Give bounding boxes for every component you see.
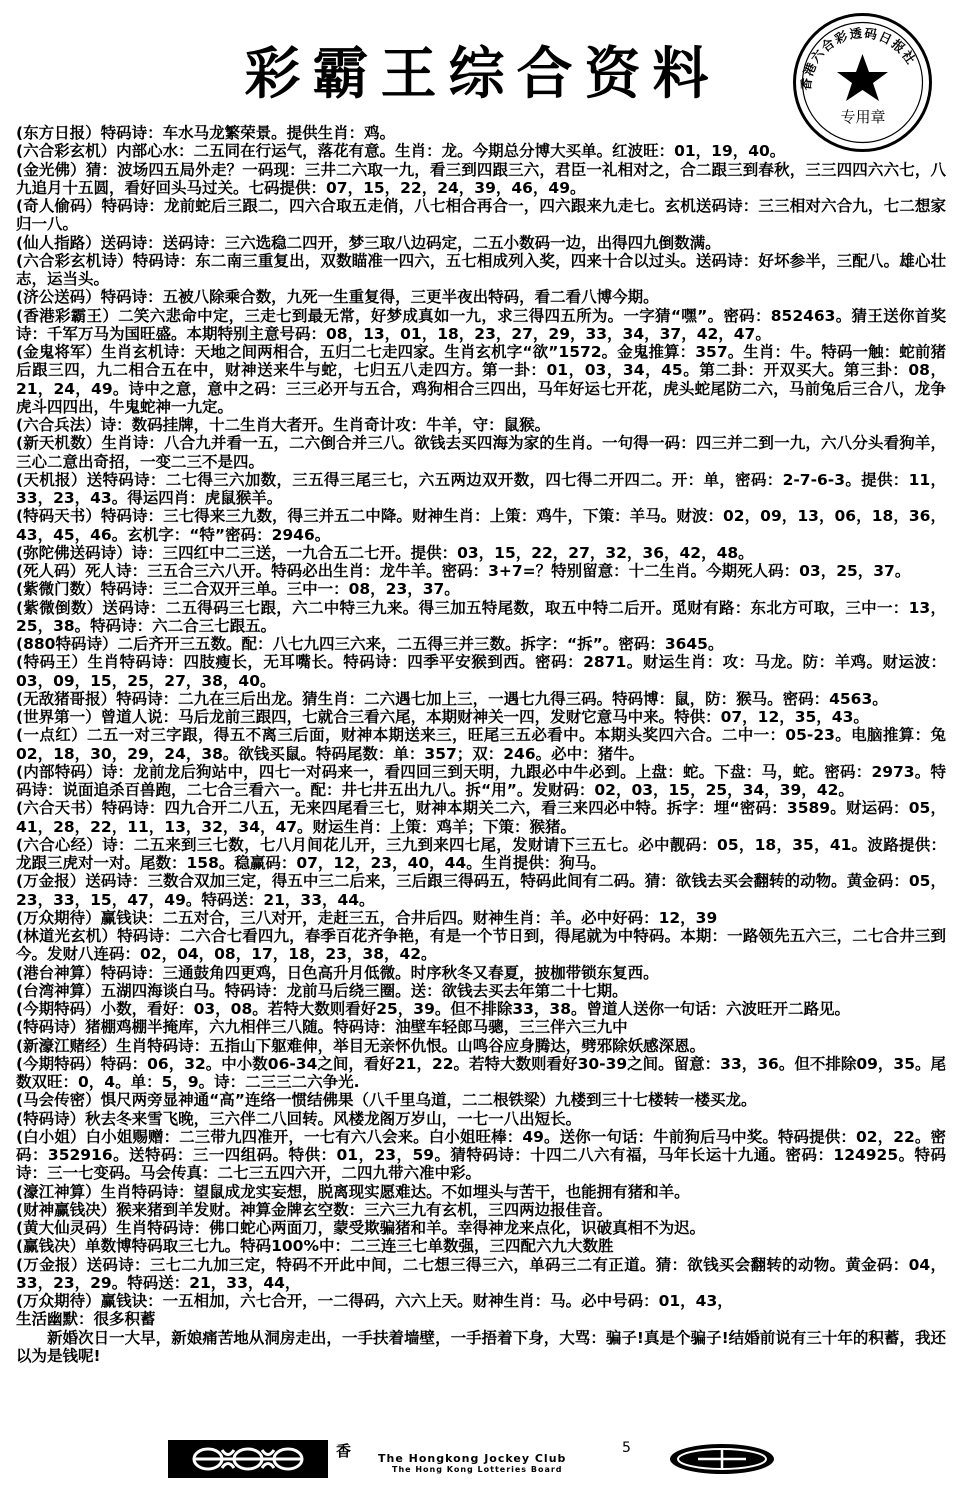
text-line: (万众期待）赢钱诀：二五对合，三八对开，走赶三五，合井后四。财神生肖：羊。必中好码：12，39 — [16, 908, 718, 927]
text-line: (今期特码）小数，看好：03，08。若特大数则看好25，39。但不排除33，38。曾道人送你一句话：六波旺开二路见。 — [16, 1000, 851, 1018]
text-line: (天机报）送特码诗：二七得三六加数，三五得三尾三七，六五两边双开数，四七得二开四二。开：单，密码：2-7-6-3。提供：11，33，23，43。得运四肖：虎鼠猴羊。 — [16, 470, 946, 507]
text-line: (奇人偷码）特码诗：龙前蛇后三跟二，四六合取五走俏，八七相合再合一，四六跟来九走七。玄机送码诗：三三相对六合九，七二想家归一八。 — [16, 197, 946, 234]
text-line: (万众期待）赢钱诀：一五相加，六七合开，一二得码，六六上天。财神生肖：马。必中号码：01，43， — [16, 1292, 733, 1310]
text-line: (新天机数）生肖诗：八合九并看一五，二六倒合并三八。欲钱去买四海为家的生肖。一句得一码：四三并二到一九，六八分头看狗羊，三心二意出奇招，一变二三不是四。 — [16, 434, 946, 471]
text-line: (死人码）死人诗：三五合三六八开。特码必出生肖：龙牛羊。密码：3+7=？特别留意：十二生肖。今期死人码：03，25，37。 — [16, 562, 911, 580]
text-line: (今期特码）特码：06，32。中小数06-34之间，看好21，22。若特大数则看好30-39之间。留意：33，36。但不排除09，35。尾数双旺：0，4。单：5，9。诗：二三三二六争光. — [16, 1054, 946, 1091]
text-line: (东方日报）特码诗：车水马龙繁荣景。提供生肖：鸡。 — [16, 124, 396, 142]
text-line: (六合心经）诗：二五来到三七数，七八月间花儿开，三九到来四七尾，发财请下三五七。必中靓码：05，18，35，41。波路提供：龙跟三虎对一对。尾数：158。稳赢码：07，12，23，40，44。生肖提供：狗马。 — [16, 835, 946, 872]
text-line: (无敌猪哥报）特码诗：二九在三后出龙。猜生肖：二六遇七加上三，一遇七九得三码。特码博：鼠，防：猴马。密码：4563。 — [16, 689, 888, 708]
text-line: (特码诗）猪棚鸡棚半掩库，六九相伴三八随。特码诗：油壁车轻郎马骢，三三伴六三九中 — [16, 1018, 628, 1037]
footer-label: 香 — [336, 1442, 352, 1460]
text-line: (林道光玄机）特码诗：二六合七看四九，春季百花齐争艳，有是一个节日到，得尾就为中特码。本期：一路领先五六三，二七合井三到今。发财八连码：02，04，08，17，18，23，38，42。 — [16, 927, 946, 964]
text-line: (濠江神算）生肖特码诗：望鼠成龙实妄想，脱离现实愿难达。不如埋头与苦干，也能拥有猪和羊。 — [16, 1182, 690, 1201]
text-line: (黄大仙灵码）生肖特码诗：佛口蛇心两面刀，蒙受欺骗猪和羊。幸得神龙来点化，识破真相不为迟。 — [16, 1219, 706, 1237]
text-line: (香港彩霸王）二笑六悲命中定，三走七到最无常，好梦成真如一九，求三得四五所为。一字猜“嘿”。密码：852463。猜王送你首奖诗：千军万马为国旺盛。本期特别主意号码：08，13，01，18，23，27，29，33，34，37，42，47。 — [16, 306, 946, 343]
footer — [0, 1440, 965, 1480]
oval-emblem-icon — [668, 1442, 776, 1476]
text-line: (新濠江赌经）生肖特码诗：五指山下躯难伸，举目无亲怀仇恨。山鸣谷应身腾达，劈邪除妖感深恩。 — [16, 1036, 706, 1055]
text-line: (六合天书）特码诗：四九合开二八五，无来四尾看三七，财神本期关二六，看三来四必中特。拆字：埋“密码：3589。财运码：05，41，28，22，11，13，32，34，47。财运生肖：上策：鸡羊；下策：猴猪。 — [16, 799, 946, 836]
svg-text:香港六合彩透码日报社: 香港六合彩透码日报社 — [798, 25, 920, 92]
text-line: (紫微门数）特码诗：三二合双开三单。三中一：08，23，37。 — [16, 580, 460, 599]
text-line: (万金报）送码诗：三数合双加三定，得五中三二后来，三后跟三得码五，特码此间有二码。猜：欲钱去买会翻转的动物。黄金码：05，23，33，15，47，49。特码送：21，33，44。 — [16, 872, 946, 909]
text-line: (内部特码）诗：龙前龙后狗站中，四七一对码来一，看四回三到天明，九跟必中牛必到。上盘：蛇。下盘：马，蛇。密码：2973。特码诗：说面追杀百兽跑，二七合三看六一。配：井七井五出九八。拆“用”。发财码：02，03，15，25，34，39，42。 — [16, 762, 946, 799]
text-line: (六合兵法）诗：数码挂牌，十二生肖大者开。生肖奇计攻：牛羊，守：鼠猴。 — [16, 416, 551, 434]
text-line: (弥陀佛送码诗）诗：三四红中二三送，一九合五二七开。提供：03，15，22，27，32，36，42，48。 — [16, 543, 754, 562]
humor-paragraph: 新婚次日一大早，新娘痛苦地从洞房走出，一手扶着墙壁，一手捂着下身，大骂：骗子!真是个骗子!结婚前说有三十年的积蓄，我还以为是钱呢! — [16, 1328, 946, 1365]
text-line: (港台神算）特码诗：三通鼓角四更鸡，日色高升月低微。时序秋冬又春夏，披枷带锁东复西。 — [16, 963, 659, 982]
lotteries-board-text: The Hong Kong Lotteries Board — [392, 1465, 563, 1474]
text-line: (仙人指路）送码诗：送码诗：三六选稳二四开，梦三取八边码定，二五小数码一边，出得四九倒数满。 — [16, 233, 721, 252]
text-line: (财神赢钱决）猴来猪到羊发财。神算金牌玄空数：三六三九有玄机，三四两边报佳音。 — [16, 1200, 613, 1219]
page-title: 彩霸王综合资料 — [244, 41, 721, 107]
text-line: (六合彩玄机诗）特码诗：东二南三重复出，双数瞄准一四六，五七相成列入奖，四来十合以过头。送码诗：好坏参半，三配八。雄心壮志，运当头。 — [16, 251, 946, 288]
text-line: (金光佛）猜：波场四五局外走？一码现：三井二六取一九，看三到四跟三六，君臣一礼相对之，合二跟三到春秋，三三四四六六七，八九追月十五圆，看好回头马过关。七码提供：07，15，22，24，39，46，49。 — [16, 160, 946, 197]
text-line: (济公送码）特码诗：五被八除乘合数，九死一生重复得，三更半夜出特码，看二看八博今期。 — [16, 288, 659, 307]
text-line: (赢钱决）单数博特码取三七九。特码100%中：二三连三七单数强，三四配六九大数胜 — [16, 1237, 614, 1256]
decorative-knot-logo-icon — [168, 1440, 328, 1478]
content-body — [16, 124, 946, 1365]
star-icon — [837, 54, 888, 101]
text-line: (特码王）生肖特码诗：四肢瘦长，无耳嘴长。特码诗：四季平安猴到西。密码：2871。财运生肖：攻：马龙。防：羊鸡。财运波：03，09，15，25，27，38，40。 — [16, 653, 946, 690]
text-line: (880特码诗）二后齐开三五数。配：八七九四三六来，二五得三并三数。拆字：“拆”。密码：3645。 — [16, 635, 724, 653]
text-line: 生活幽默：很多积蓄 — [16, 1310, 156, 1329]
text-line: (特码诗）秋去冬来雪飞晚，三六伴二八回转。风楼龙阁万岁山，一七一八出短长。 — [16, 1109, 582, 1128]
stamp-label: 专用章 — [840, 108, 886, 126]
text-line: (世界第一）曾道人说：马后龙前三跟四，七就合三看六尾，本期财神关一四，发财它意马中来。特供：07，12，35，43。 — [16, 708, 869, 726]
text-line: (特码天书）特码诗：三七得来三九数，得三并五二中降。财神生肖：上策：鸡牛，下策：羊马。财波：02，09，13，06，18，36，43，45，46。玄机字：“特”密码：2946。 — [16, 507, 946, 544]
text-line: (万金报）送码诗：三七二九加三定，特码不开此中间，二七想三得三六，单码三二有正道。猜：欲钱买会翻转的动物。黄金码：04，33，23，29。特码送：21，33，44， — [16, 1255, 946, 1292]
text-line: (一点红）二五一对三字跟，得五不离三后面，财神本期送来三，旺尾三五必看中。本期头奖四六合。二中一：05-23。电脑推算：兔02，18，30，29，24，38。欲钱买鼠。特码尾数：单：357；双：246。必中：猪牛。 — [16, 726, 946, 763]
text-line: (金鬼将军）生肖玄机诗：天地之间两相合，五归二七走四家。生肖玄机字“欲”1572。金鬼推算：357。生肖：牛。特码一触：蛇前猪后跟三四，九二相合五在中，财神送来牛与蛇，七归五八走四方。第一卦：01，03，34，45。第二卦：开双买大。第三卦：08，21，24，49。诗中之意，意中之码：三三必开与五合，鸡狗相合三四出，马年好运七开花，虎头蛇尾防二六，马前兔后三合八，龙争虎斗四四出，牛鬼蛇神一九定。 — [16, 343, 946, 416]
text-line: (六合彩玄机）内部心水：二五同在行运气，落花有意。生肖：龙。今期总分博大买单。红波旺：01，19，40。 — [16, 142, 786, 161]
page-number: 5 — [622, 1440, 631, 1456]
text-line: (马会传密）惧尺两旁显神通“高”连络一惯结佛果（八千里乌道，二二根铁梁）九楼到三十七楼转一楼买龙。 — [16, 1091, 757, 1110]
text-line: (紫微倒数）送码诗：二五得码三七跟，六二中特三九来。得三加五特尾数，取五中特二后开。觅财有路：东北方可取，三中一：13，25，38。特码诗：六二合三七跟五。 — [16, 598, 946, 635]
text-line: (台湾神算）五湖四海谈白马。特码诗：龙前马后绕三圈。送：欲钱去买去年第二十七期。 — [16, 981, 628, 1000]
jockey-club-text: The Hongkong Jockey Club — [378, 1452, 567, 1465]
text-line: (白小姐）白小姐赐赠：二三带九四准开，一七有六八会来。白小姐旺棒：49。送你一句话：牛前狗后马中奖。特码提供：02，22。密码：352916。送特码：三一四组码。特供：01，23，59。猜特码诗：十四二八六有福，马年长运十九通。密码：124925。特码诗：三一七变码。马会传真：二七三五四六开，二四九带六准中彩。 — [16, 1127, 946, 1183]
